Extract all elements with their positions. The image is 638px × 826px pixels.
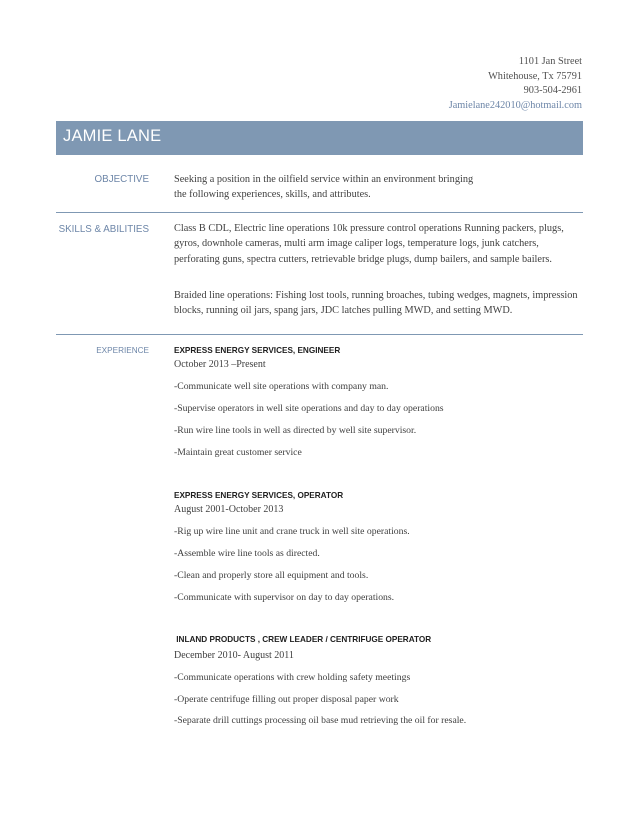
- objective-label: OBJECTIVE: [94, 174, 149, 185]
- job-duty: -Run wire line tools in well as directed by well site supervisor.: [174, 425, 417, 436]
- job-title: EXPRESS ENERGY SERVICES, ENGINEER: [174, 346, 341, 355]
- contact-email[interactable]: Jamielane242010@hotmail.com: [448, 99, 582, 111]
- section-divider: [56, 212, 583, 213]
- job-duty: -Rig up wire line unit and crane truck in well site operations.: [174, 526, 410, 537]
- objective-text: [174, 172, 586, 203]
- experience-label: EXPERIENCE: [96, 346, 149, 355]
- contact-street: 1101 Jan Street: [518, 56, 582, 67]
- objective-line-1: Seeking a position in the oilfield service within an environment bringing: [174, 174, 474, 185]
- objective-line-2: the following experiences, skills, and attributes.: [174, 189, 371, 201]
- contact-phone: 903-504-2961: [523, 85, 582, 96]
- job-duty: -Clean and properly store all equipment and tools.: [174, 570, 369, 581]
- name-banner: [56, 121, 583, 155]
- job-duty: -Communicate with supervisor on day to day operations.: [174, 592, 395, 603]
- job-duty: -Operate centrifuge filling out proper disposal paper work: [174, 694, 399, 705]
- contact-block: [449, 55, 582, 113]
- job-duty: -Assemble wire line tools as directed.: [174, 548, 320, 559]
- job-duty: -Communicate well site operations with company man.: [174, 381, 389, 392]
- skills-paragraph-2: Braided line operations: Fishing lost tools, running broaches, tubing wedges, magnets, impression blocks, running oil jars, spang jars, JDC latches pulling MWD, and setting MWD.: [174, 290, 578, 317]
- section-divider: [56, 334, 583, 335]
- job-title: INLAND PRODUCTS , CREW LEADER / CENTRIFUGE OPERATOR: [174, 635, 432, 644]
- job-title: EXPRESS ENERGY SERVICES, OPERATOR: [174, 491, 344, 500]
- job-dates: August 2001-October 2013: [174, 504, 284, 515]
- skills-label: SKILLS & ABILITIES: [58, 224, 149, 235]
- contact-city: Whitehouse, Tx 75791: [488, 70, 582, 82]
- candidate-name: JAMIE LANE: [63, 127, 162, 145]
- job-duty: -Supervise operators in well site operations and day to day operations: [174, 403, 444, 414]
- skills-paragraph-1: Class B CDL, Electric line operations 10k pressure control operations Running packers, plugs, gyros, downhole cameras, multi arm image caliper logs, temperature logs, junk catchers, perforating guns, spectra cutters, retrievable bridge plugs, dump bailers, and sample bailers.: [174, 223, 564, 265]
- job-duty: -Communicate operations with crew holding safety meetings: [174, 672, 411, 683]
- job-duty: -Maintain great customer service: [174, 447, 302, 458]
- job-duty: -Separate drill cuttings processing oil base mud retrieving the oil for resale.: [174, 715, 467, 726]
- job-dates: December 2010- August 2011: [174, 650, 294, 661]
- job-dates: October 2013 –Present: [174, 359, 266, 370]
